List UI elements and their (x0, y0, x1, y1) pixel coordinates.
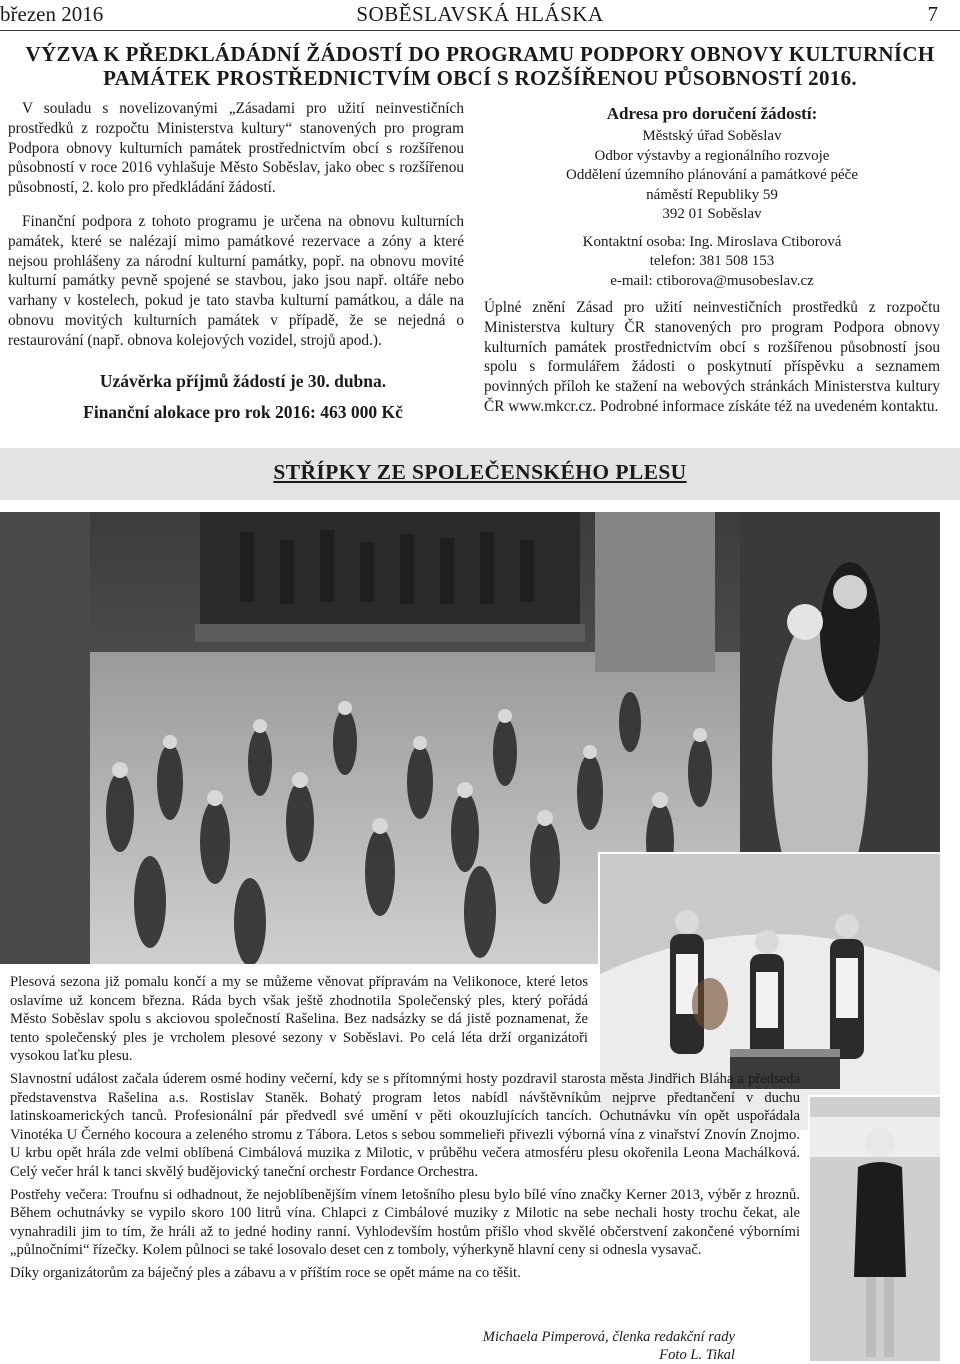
ball-article-block-a (10, 973, 588, 1070)
contact-email[interactable]: e-mail: ctiborova@musobeslav.cz (610, 272, 814, 289)
ball-paragraph-4: Díky organizátorům za báječný ples a zábavu a v příštím roce se opět máme na co těšit. (10, 1264, 521, 1281)
ball-article-block-b (10, 1070, 800, 1287)
publication-title: SOBĚSLAVSKÁ HLÁSKA (356, 2, 604, 26)
address-title: Adresa pro doručení žádostí: (606, 104, 818, 123)
address-line: náměstí Republiky 59 (646, 186, 778, 203)
right-column (484, 104, 940, 417)
article-title-line-2: PAMÁTEK PROSTŘEDNICTVÍM OBCÍ S ROZŠÍŘENOU PŮSOBNOSTÍ 2016. (103, 66, 857, 90)
ball-paragraph-2: Slavnostní událost začala úderem osmé hodiny večerní, kdy se s přítomnými hosty pozdravil starosta města Jindřich Bláha a předseda představenstva Rašelina a.s. Rostislav Staněk. Bohatý program letos nabídl návštěvníkům nejprve předtančení v duchu latinskoamerických tanců. Profesionální pár předvedl své umění v pěti okouzlujících tancích. Ochutnávku vín opět uspořádala Vinotéka U Černého kocoura a zeleného stromu z Tábora. Letos s sebou sommelieři přivezli výborná vína z vinařství Znovín Znojmo. U krbu opět hrála zde velmi oblíbená Cimbálová muzika z Milotic, v průběhu večera atmosféru plesu okořenila Leona Machálková. Celý večer hrál k tanci skvělý budějovický taneční orchestr Fordance Orchestra. (10, 1071, 800, 1180)
article-title-line-1: VÝZVA K PŘEDKLÁDÁDNÍ ŽÁDOSTÍ DO PROGRAMU PODPORY OBNOVY KULTURNÍCH (25, 42, 935, 66)
header-rule (0, 30, 960, 31)
address-block (484, 127, 940, 225)
deadline: Uzávěrka příjmů žádostí je 30. dubna. (99, 370, 387, 391)
address-line: Oddělení územního plánování a památkové péče (566, 167, 858, 183)
left-column (8, 99, 464, 423)
address-line: Odbor výstavby a regionálního rozvoje (594, 147, 830, 164)
address-line: Městský úřad Soběslav (642, 128, 782, 144)
author-credit: Michaela Pimperová, členka redakční rady (482, 1329, 735, 1345)
article-title (0, 42, 960, 90)
address-line: 392 01 Soběslav (662, 206, 762, 222)
issue-date: březen 2016 (0, 2, 104, 26)
funding-paragraph: Finanční podpora z tohoto programu je určena na obnovu kulturních památek, které se nalézají mimo památkové rezervace a zóny a které nejsou prohlášeny za národní kulturní památky, popř. na obnovu movité kulturní památky pevně spojené se stavbou, jako jsou např. oltáře nebo varhany v kostelech, pokud je tato stavba kulturní památkou, a dále na obnovu movitých kulturních památek v případě, že se nejedná o restaurování (např. obnova kolejových vozidel, strojů apod.). (8, 212, 464, 349)
ball-paragraph-3: Postřehy večera: Troufnu si odhadnout, že nejoblíbenějším vínem letošního plesu bylo bílé víno značky Kerner 2013, výběr z hroznů. Během ochutnávky se vypilo skoro 100 litrů vína. Chlapci z Cimbálové muziky z Milotic na sebe nechali hosty trochu čekat, ale vynahradili jim to tím, že hráli až to jedné hodiny ranní. Vyhlodevším hostům přišlo vhod skvělé občerstvení zakončené výborními „půlnočními“ řízečky. Kolem půlnoci se také losovalo deset cen z tomboly, výherkyně hlavní ceny si odnesla vysavač. (10, 1186, 800, 1259)
contact-block (484, 233, 940, 292)
section-title: STŘÍPKY ZE SPOLEČENSKÉHO PLESU (273, 460, 687, 484)
singer-photo-graphic (810, 1097, 942, 1363)
singer-photo (808, 1095, 942, 1363)
contact-phone: telefon: 381 508 153 (649, 253, 775, 269)
allocation: Finanční alokace pro rok 2016: 463 000 Kč (83, 401, 403, 422)
photo-credit: Foto L. Tikal (659, 1347, 735, 1363)
full-text-note: Úplné znění Zásad pro užití neinvestičních prostředků z rozpočtu Ministerstva kultury ČR stanovených pro program Podpora obnovy kulturních památek prostřednictvím obcí s rozšířenou působností jsou spolu s formulářem žádosti o poskytnutí příspěvku a seznamem povinných příloh ke stažení na webových stránkách Ministerstva kultury ČR www.mkcr.cz. Podrobné informace získáte též na uvedeném kontaktu. (484, 299, 940, 415)
contact-person: Kontaktní osoba: Ing. Miroslava Ctiborová (582, 233, 842, 250)
ball-paragraph-1: Plesová sezona již pomalu končí a my se můžeme věnovat přípravám na Velikonoce, které letos oslavíme už koncem března. Ráda bych však ještě zhodnotila Společenský ples, který pořádá Město Soběslav spolu s akciovou společností Rašelina. Bez nadsázky se dá jistě poznamenat, že tento společenský ples je vrcholem plesové sezony v Soběslavi. Po celá léta drží organizátoři vysokou laťku plesu. (10, 974, 588, 1065)
intro-paragraph: V souladu s novelizovanými „Zásadami pro užití neinvestičních prostředků z rozpočtu Ministerstva kultury“ stanovených pro program Podpora obnovy kulturních památek prostřednictvím obcí s rozšířenou působností v roce 2016 vyhlašuje Město Soběslav, jako obec s rozšířenou působností, 2. kolo pro předkládání žádostí. (8, 100, 464, 197)
page-number: 7 (927, 2, 938, 26)
